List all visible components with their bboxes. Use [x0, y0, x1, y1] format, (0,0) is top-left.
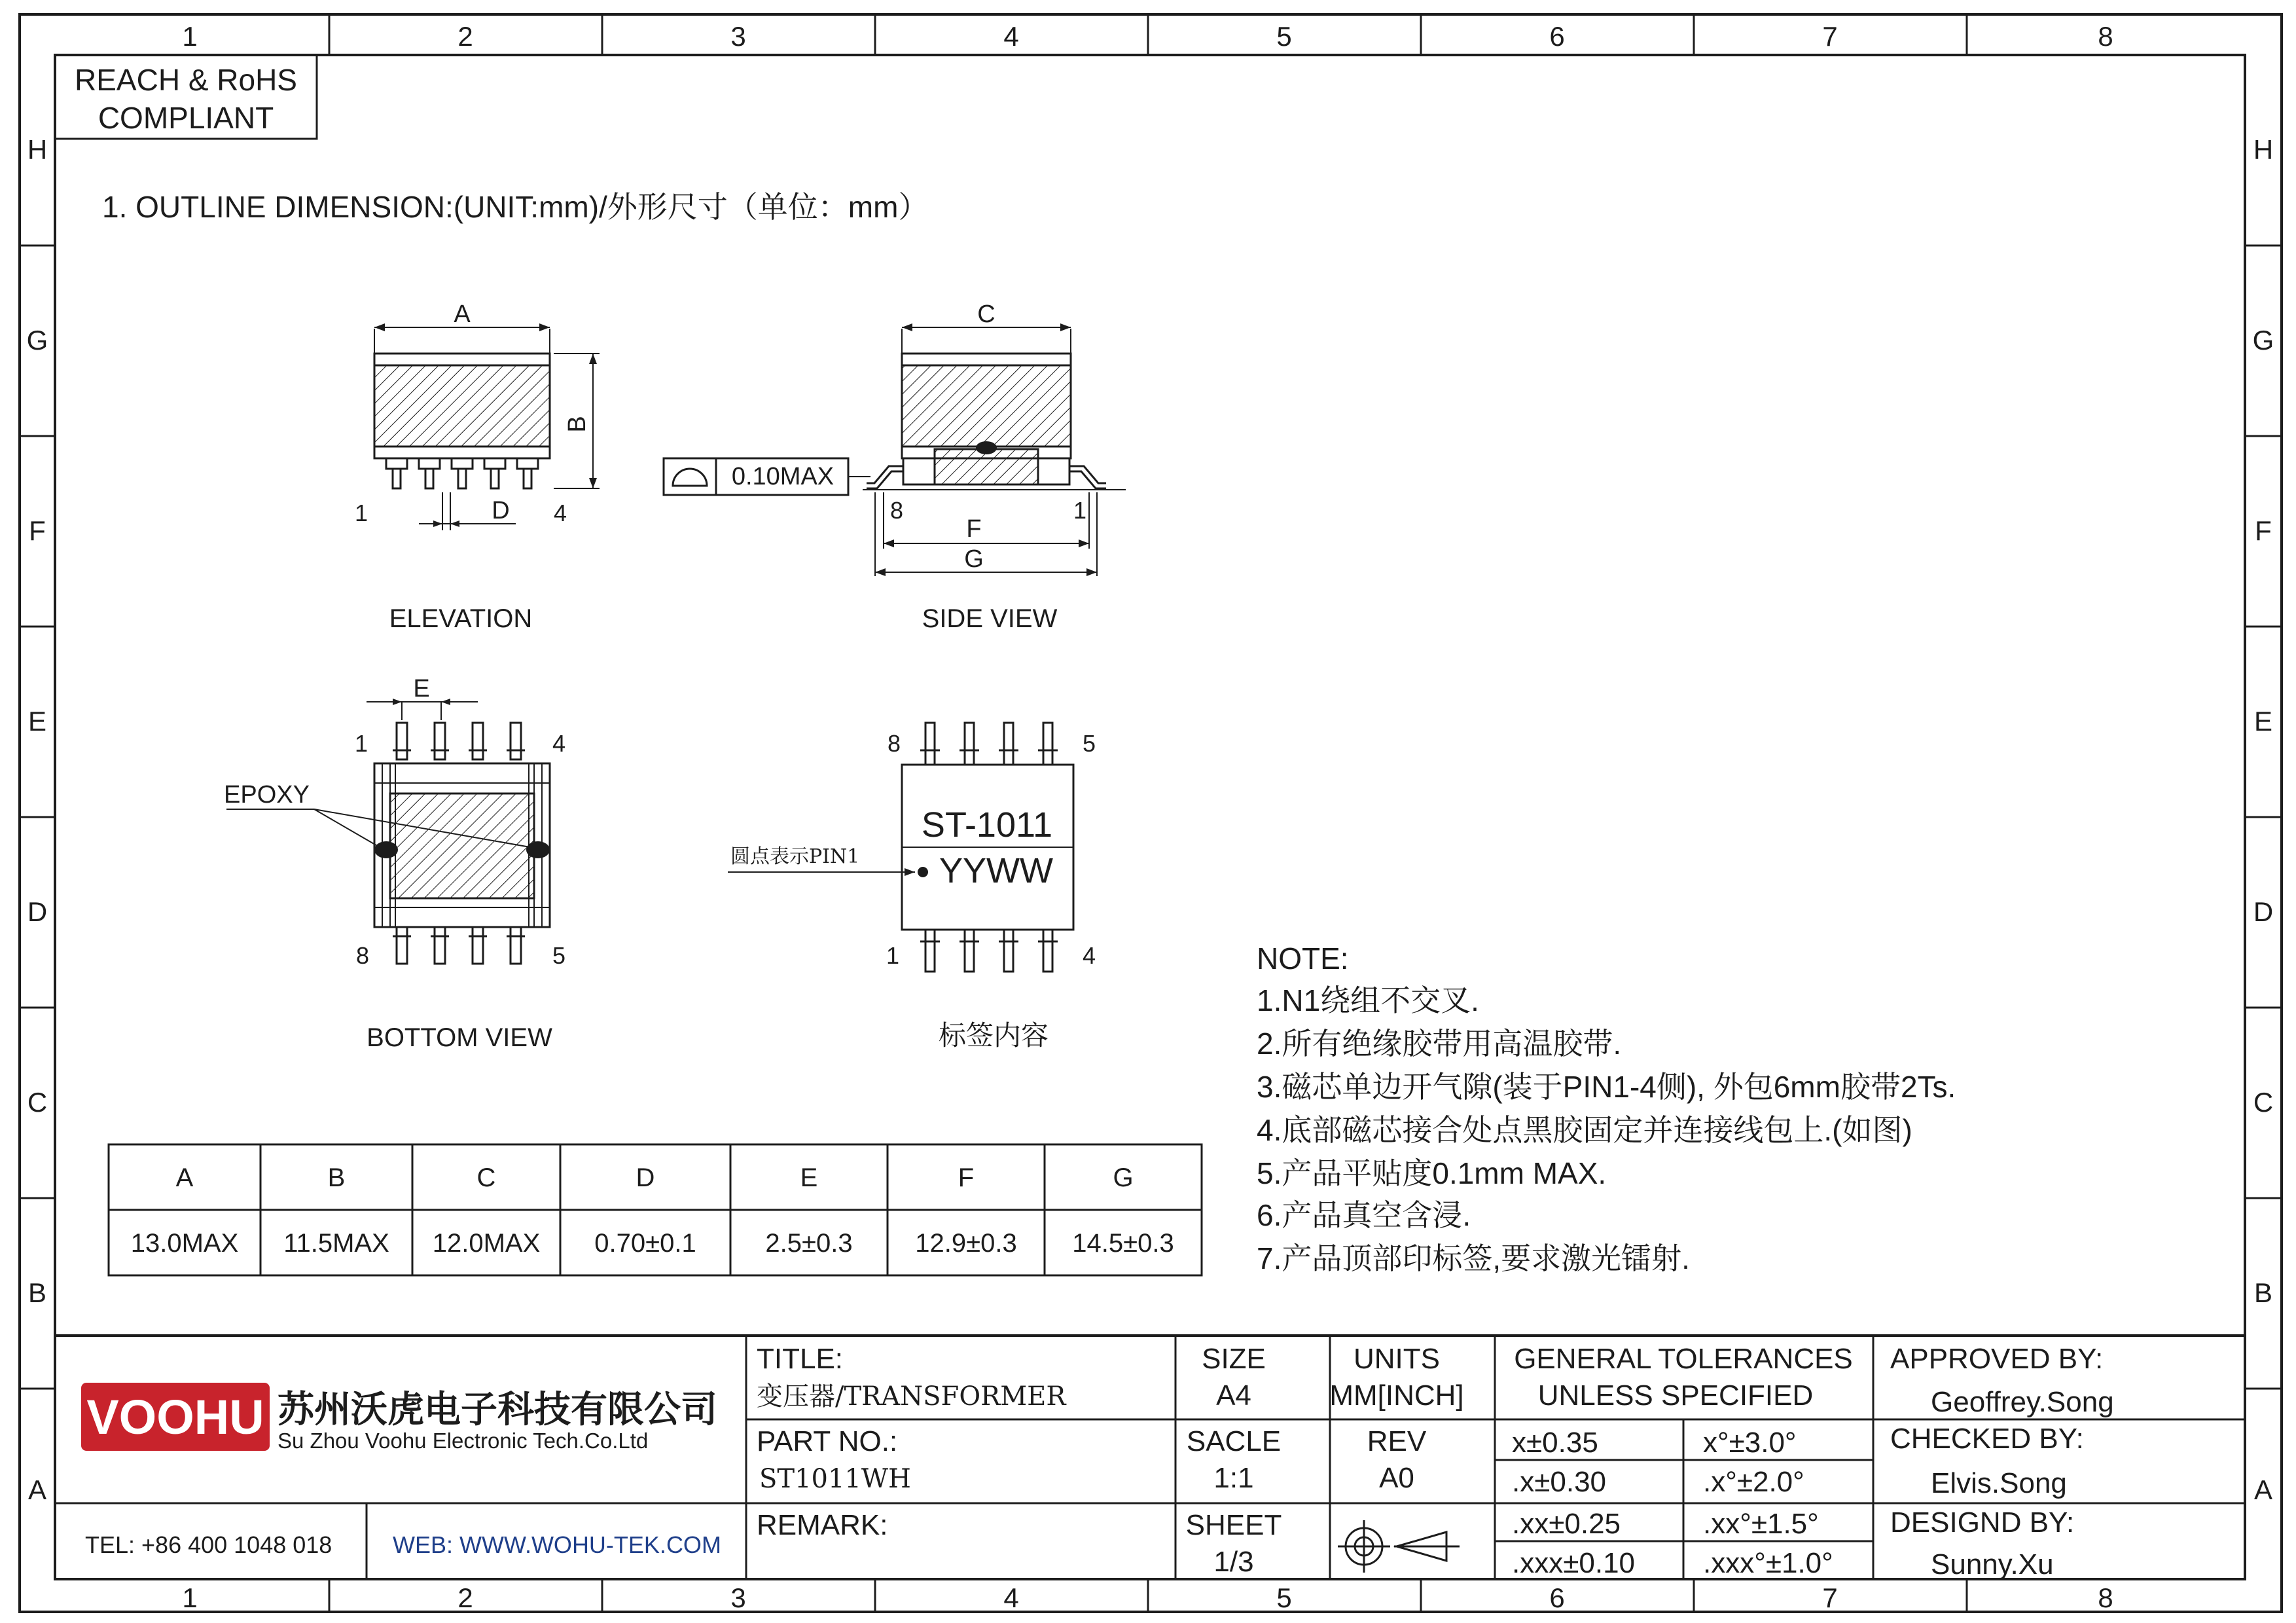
note-item: 3.磁芯单边开气隙(装于PIN1-4侧), 外包6mm胶带2Ts.	[1257, 1070, 1956, 1104]
column-label: 3	[730, 21, 746, 52]
note-item: 1.N1绕组不交叉.	[1257, 983, 1479, 1017]
row-label: H	[2253, 134, 2274, 165]
row-label: A	[2253, 1474, 2273, 1505]
table-header: C	[476, 1163, 496, 1192]
epoxy-dot	[526, 841, 550, 858]
checked-by-value: Elvis.Song	[1931, 1467, 2067, 1499]
epoxy-dot	[374, 841, 398, 858]
tolerances-title: GENERAL TOLERANCES	[1514, 1343, 1853, 1375]
row-label: D	[2253, 896, 2274, 927]
part-number-label: PART NO.:	[757, 1425, 898, 1457]
column-label: 6	[1549, 21, 1565, 52]
side-view	[664, 301, 1126, 633]
table-header: E	[800, 1163, 818, 1192]
notes	[1257, 941, 1956, 1275]
tolerance-linear: .xx±0.25	[1512, 1508, 1621, 1540]
company-web-link[interactable]: WEB: WWW.WOHU-TEK.COM	[393, 1531, 721, 1558]
column-label: 2	[457, 21, 473, 52]
row-label: A	[27, 1474, 47, 1505]
dim-g-label: G	[964, 545, 984, 573]
pin-number: 8	[355, 942, 370, 969]
scale-label: SACLE	[1186, 1425, 1282, 1457]
dim-e-label: E	[413, 675, 430, 702]
sheet-value: 1/3	[1213, 1546, 1254, 1578]
units-label: UNITS	[1354, 1343, 1440, 1375]
row-label: F	[2255, 515, 2272, 546]
rev-value: A0	[1379, 1462, 1414, 1494]
pin1-note: 圆点表示PIN1	[730, 845, 860, 868]
tolerance-linear: .x±0.30	[1512, 1466, 1607, 1498]
note-item: 2.所有绝缘胶带用高温胶带.	[1257, 1027, 1622, 1061]
column-label: 8	[2098, 1582, 2113, 1613]
table-cell: 11.5MAX	[283, 1229, 389, 1258]
designed-by-value: Sunny.Xu	[1931, 1548, 2054, 1580]
designed-by-label: DESIGND BY:	[1890, 1506, 2075, 1539]
approved-by-label: APPROVED BY:	[1890, 1343, 2104, 1375]
checked-by-label: CHECKED BY:	[1890, 1423, 2084, 1455]
tolerance-linear: .xxx±0.10	[1512, 1547, 1636, 1579]
flatness-value: 0.10MAX	[731, 463, 834, 490]
size-value: A4	[1216, 1379, 1251, 1412]
row-label: G	[26, 325, 48, 356]
rev-label: REV	[1367, 1425, 1427, 1457]
table-header: F	[958, 1163, 975, 1192]
pin-number: 4	[553, 500, 567, 526]
note-item: 6.产品真空含浸.	[1257, 1198, 1471, 1232]
part-number-value: ST1011WH	[759, 1464, 911, 1494]
dim-d-label: D	[492, 497, 510, 524]
column-label: 8	[2098, 21, 2113, 52]
epoxy-label: EPOXY	[224, 781, 310, 809]
row-label: C	[2253, 1087, 2274, 1118]
scale-value: 1:1	[1213, 1462, 1254, 1494]
elevation-caption: ELEVATION	[389, 604, 533, 633]
pin1-dot	[918, 867, 928, 877]
compliance-line-1: REACH & RoHS	[75, 63, 297, 97]
title-label: TITLE:	[757, 1343, 844, 1375]
pin-number: 1	[1073, 497, 1087, 524]
pin-number: 5	[552, 942, 566, 969]
column-label: 1	[182, 21, 198, 52]
table-header: G	[1113, 1163, 1134, 1192]
section-title: 1. OUTLINE DIMENSION:(UNIT:mm)/外形尺寸（单位：mm）	[102, 190, 929, 224]
note-item: 5.产品平贴度0.1mm MAX.	[1257, 1156, 1607, 1190]
row-label: D	[27, 896, 48, 927]
column-label: 6	[1549, 1582, 1565, 1613]
tolerance-angular: x°±3.0°	[1703, 1427, 1797, 1459]
dim-f-label: F	[966, 515, 982, 543]
table-cell: 2.5±0.3	[765, 1229, 853, 1258]
dim-a-label: A	[454, 301, 471, 328]
label-content-view	[728, 723, 1096, 1051]
tolerance-angular: .xx°±1.5°	[1703, 1508, 1819, 1540]
bottom-view-caption: BOTTOM VIEW	[367, 1023, 552, 1052]
company-name-cn: 苏州沃虎电子科技有限公司	[278, 1389, 717, 1430]
pin-number: 4	[1082, 942, 1096, 969]
sheet-label: SHEET	[1185, 1509, 1282, 1541]
units-value: MM[INCH]	[1329, 1379, 1464, 1412]
column-label: 1	[182, 1582, 198, 1613]
row-label: G	[2252, 325, 2274, 356]
row-label: C	[27, 1087, 48, 1118]
column-label: 5	[1276, 21, 1292, 52]
size-label: SIZE	[1202, 1343, 1266, 1375]
table-cell: 13.0MAX	[130, 1229, 239, 1258]
approved-by-value: Geoffrey.Song	[1931, 1386, 2114, 1418]
row-label: E	[27, 706, 47, 737]
row-label: B	[2253, 1277, 2273, 1308]
column-label: 4	[1003, 21, 1019, 52]
row-label: F	[29, 515, 46, 546]
pin-number: 4	[552, 730, 566, 757]
company-logo	[81, 1383, 270, 1451]
dim-c-label: C	[977, 301, 996, 328]
compliance-box	[55, 55, 317, 139]
table-header: B	[327, 1163, 346, 1192]
title-block	[55, 1336, 2245, 1580]
note-item: 7.产品顶部印标签,要求激光镭射.	[1257, 1241, 1690, 1275]
tolerance-linear: x±0.35	[1512, 1427, 1598, 1459]
label-line-1: ST-1011	[921, 805, 1053, 845]
remark-label: REMARK:	[757, 1509, 888, 1541]
column-label: 4	[1003, 1582, 1019, 1613]
table-cell: 12.0MAX	[432, 1229, 541, 1258]
logo-text: VOOHU	[86, 1390, 264, 1444]
company-tel: TEL: +86 400 1048 018	[85, 1531, 332, 1558]
pin-number: 8	[887, 730, 901, 757]
tolerances-subtitle: UNLESS SPECIFIED	[1537, 1379, 1814, 1412]
tolerance-angular: .x°±2.0°	[1703, 1466, 1804, 1498]
compliance-line-2: COMPLIANT	[98, 101, 274, 135]
table-header: A	[175, 1163, 194, 1192]
pin-number: 5	[1082, 730, 1096, 757]
tolerance-angular: .xxx°±1.0°	[1703, 1547, 1833, 1579]
column-label: 3	[730, 1582, 746, 1613]
table-header: D	[636, 1163, 655, 1192]
note-item: 4.底部磁芯接合处点黑胶固定并连接线包上.(如图)	[1257, 1113, 1912, 1147]
row-label: H	[27, 134, 48, 165]
notes-title: NOTE:	[1257, 941, 1349, 976]
dim-b-label: B	[564, 416, 591, 433]
bottom-view	[224, 675, 565, 1052]
pin-number: 1	[354, 730, 368, 757]
pin-number: 8	[889, 497, 904, 524]
column-label: 2	[457, 1582, 473, 1613]
dimension-table	[109, 1144, 1202, 1275]
label-content-caption: 标签内容	[938, 1019, 1049, 1051]
table-cell: 12.9±0.3	[915, 1229, 1017, 1258]
profile-surface-icon	[673, 469, 707, 486]
column-label: 7	[1822, 21, 1838, 52]
row-label: B	[27, 1277, 47, 1308]
side-view-caption: SIDE VIEW	[922, 604, 1058, 633]
flatness-callout	[664, 458, 870, 495]
pin-number: 1	[354, 500, 368, 526]
column-label: 7	[1822, 1582, 1838, 1613]
title-value: 变压器/TRANSFORMER	[757, 1381, 1066, 1412]
elevation-view	[355, 301, 600, 633]
row-label: E	[2253, 706, 2273, 737]
column-label: 5	[1276, 1582, 1292, 1613]
table-cell: 14.5±0.3	[1072, 1229, 1174, 1258]
company-name-en: Su Zhou Voohu Electronic Tech.Co.Ltd	[278, 1429, 649, 1453]
third-angle-projection-icon	[1338, 1520, 1460, 1573]
label-line-2: YYWW	[939, 851, 1053, 890]
table-cell: 0.70±0.1	[594, 1229, 696, 1258]
pin-number: 1	[886, 942, 900, 969]
